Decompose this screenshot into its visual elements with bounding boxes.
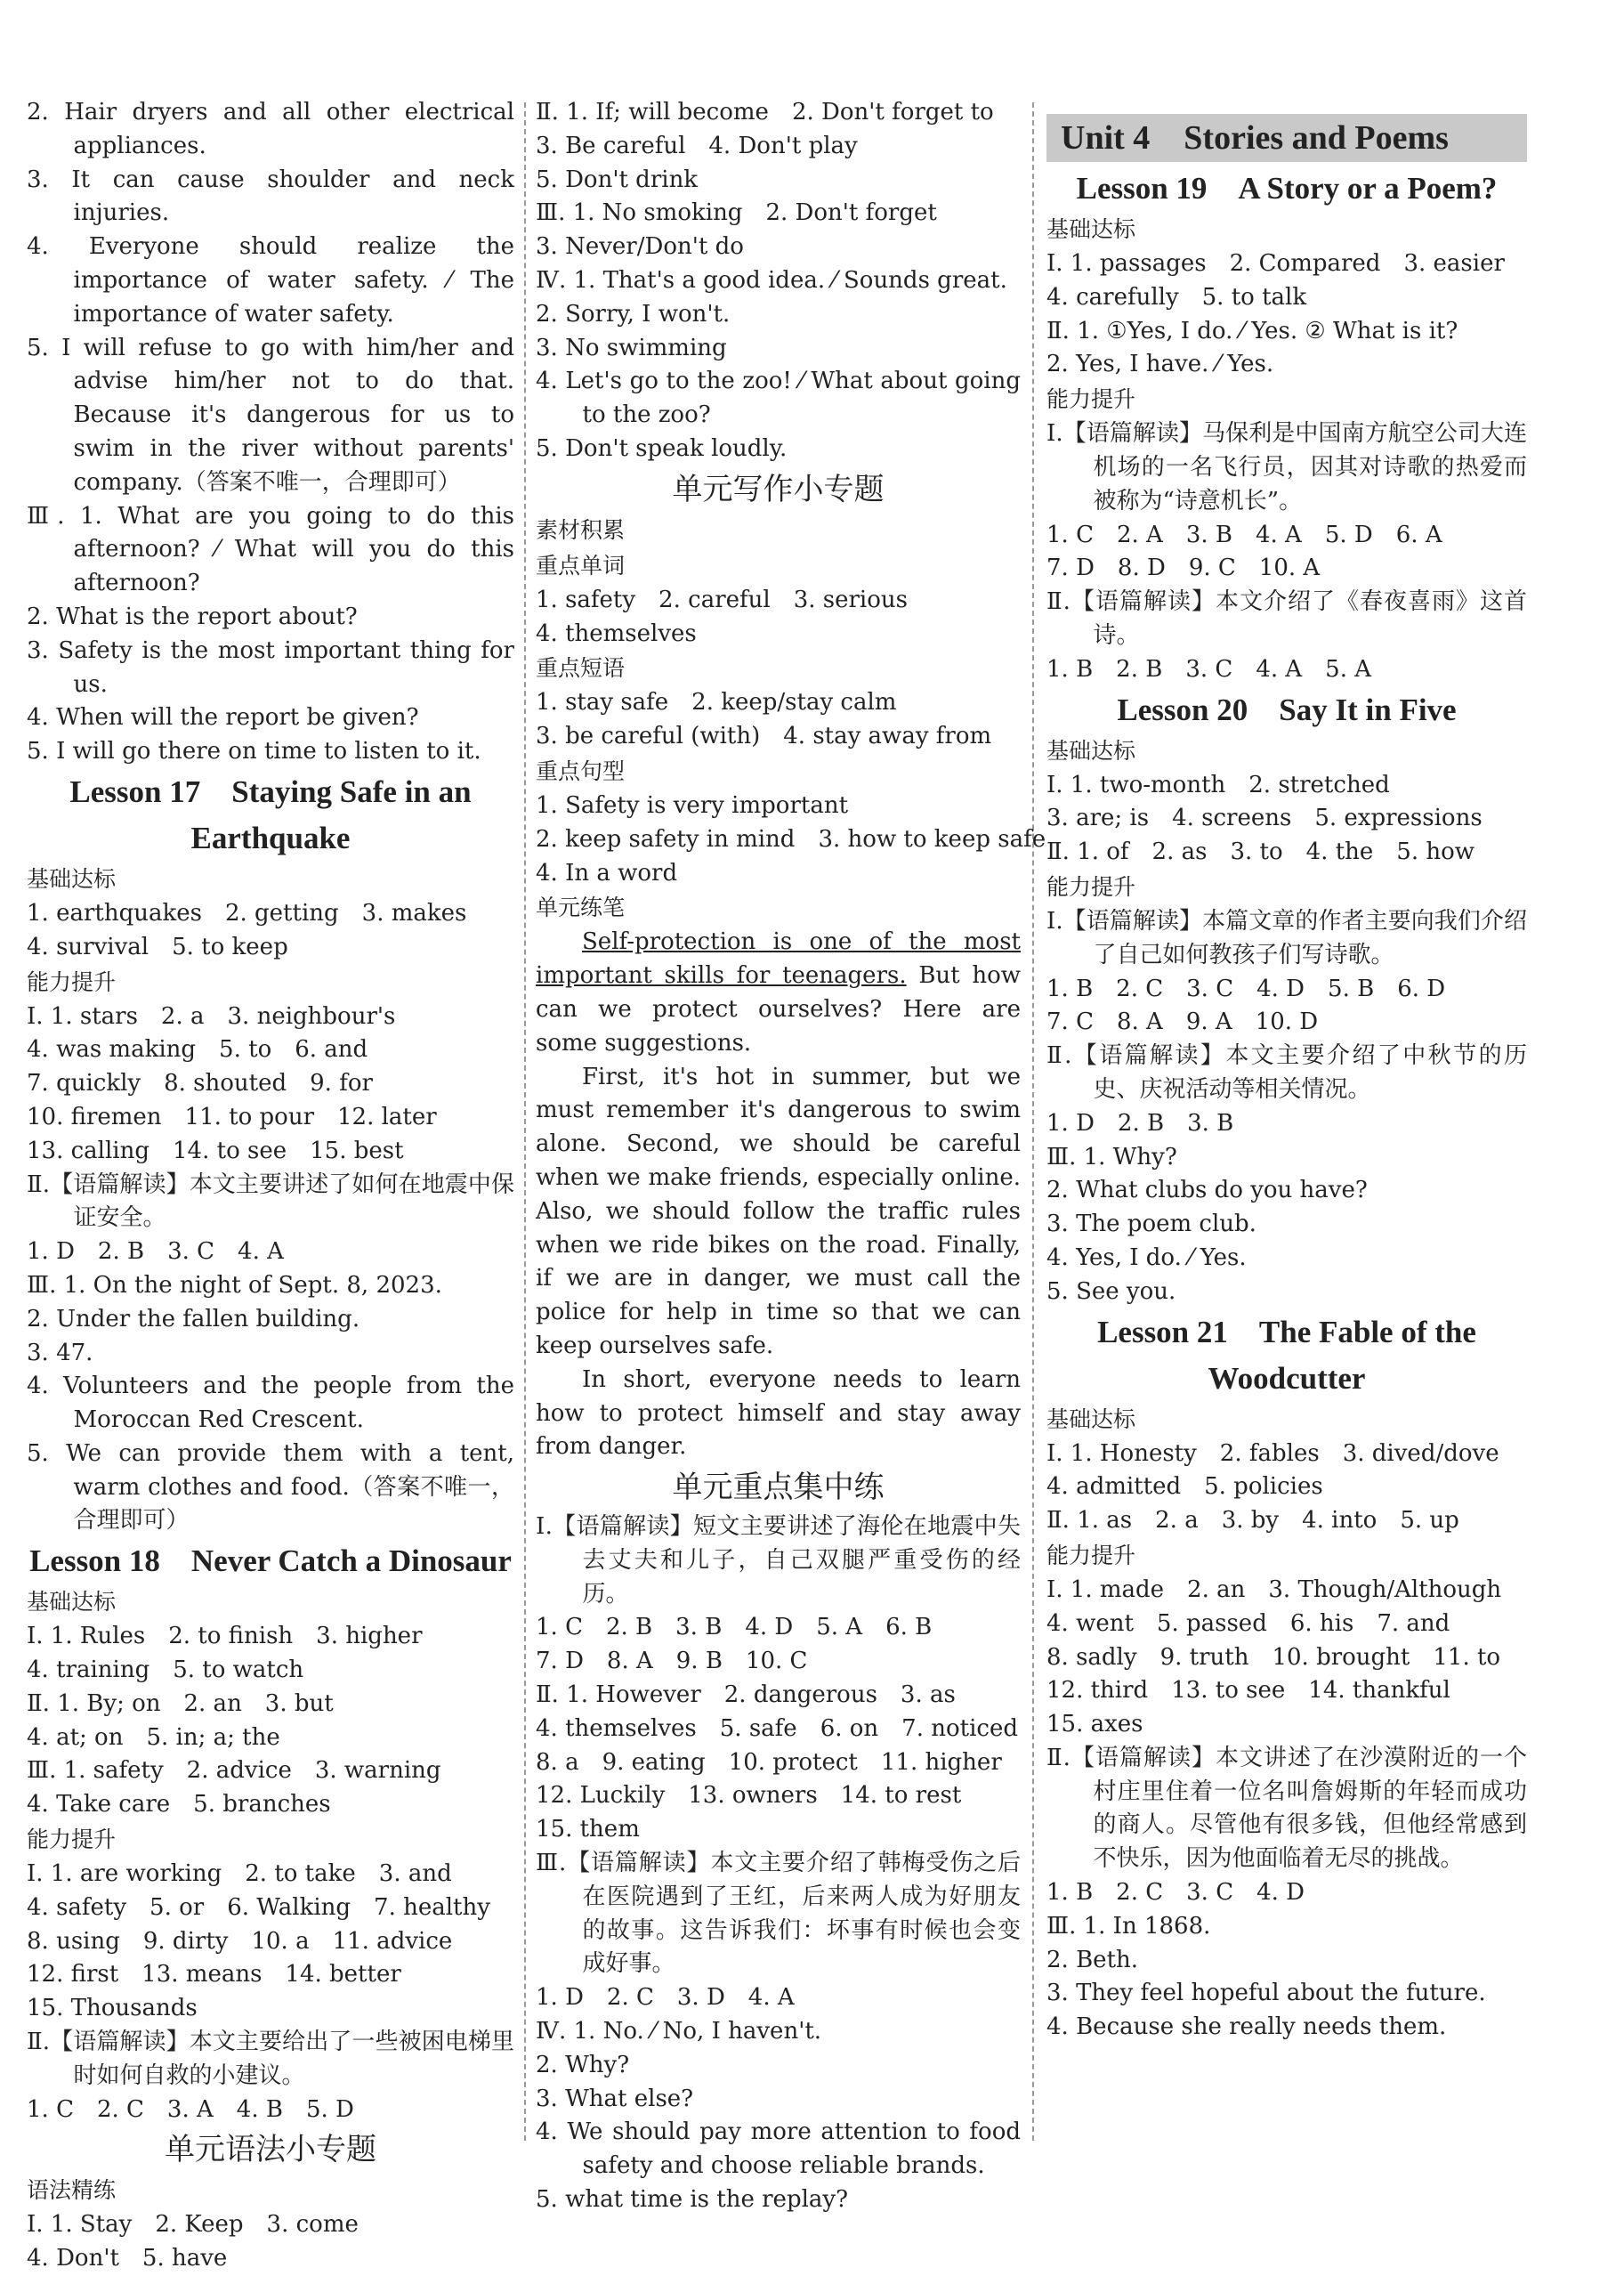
answer-line: 4. Take care 5. branches: [27, 1791, 331, 1818]
answer-line: 4. In a word: [536, 859, 678, 887]
answer-line: 4. survival 5. to keep: [27, 933, 288, 960]
answer-line: 10. firemen 11. to pour 12. later: [27, 1103, 437, 1130]
underlined-topic-sentence: Self-protection is one of the most important skills for teenagers.: [536, 928, 1021, 990]
section-heading: 基础达标: [1046, 737, 1136, 764]
essay-opening: [536, 926, 1021, 1060]
answer-item: 2. Why?: [536, 2051, 630, 2078]
topic-title: 单元写作小专题: [672, 471, 885, 507]
answer-line: Ⅰ. 1. two-month 2. stretched: [1046, 771, 1390, 798]
answer-item: 3. Safety is the most important thing for us.: [27, 636, 514, 698]
answer-line: 15. them: [536, 1816, 640, 1843]
answer-item: Ⅱ.【语篇解读】本文主要给出了一些被困电梯里时如何自救的小建议。: [27, 2029, 514, 2089]
answer-item: 3. 47.: [27, 1339, 93, 1366]
answer-line: 4. Don't 5. have: [27, 2245, 228, 2272]
answer-item: 4. Yes, I do. ⁄ Yes.: [1046, 1243, 1247, 1271]
answer-item: 2. Hair dryers and all other electrical appliances.: [27, 99, 514, 159]
section-heading: 单元练笔: [536, 895, 626, 921]
section-heading: 基础达标: [1046, 1405, 1136, 1432]
answer-line: Ⅱ. 1. of 2. as 3. to 4. the 5. how: [1046, 838, 1475, 866]
section-heading: 语法精练: [27, 2177, 117, 2204]
answer-item: Ⅱ.【语篇解读】本文主要讲述了如何在地震中保证安全。: [27, 1170, 514, 1232]
answer-item: Ⅲ. 1. On the night of Sept. 8, 2023.: [27, 1271, 442, 1299]
section-heading: 能力提升: [27, 1826, 117, 1853]
answer-line: Ⅱ. 1. as 2. a 3. by 4. into 5. up: [1046, 1507, 1459, 1535]
section-heading: 重点单词: [536, 552, 626, 579]
answer-line: Ⅳ. 1. That's a good idea. ⁄ Sounds great.: [536, 266, 1007, 294]
answer-item: Ⅰ.【语篇解读】本篇文章的作者主要向我们介绍了自己如何教孩子们写诗歌。: [1046, 907, 1527, 968]
answer-line: 4. carefully 5. to talk: [1046, 283, 1307, 311]
answer-line: 4. themselves 5. safe 6. on 7. noticed: [536, 1714, 1018, 1742]
answer-line: 3. are; is 4. screens 5. expressions: [1046, 805, 1483, 832]
answer-line: Ⅰ. 1. stars 2. a 3. neighbour's: [27, 1002, 396, 1030]
answer-line: 8. sadly 9. truth 10. brought 11. to: [1046, 1643, 1501, 1671]
answer-line: 4. went 5. passed 6. his 7. and: [1046, 1609, 1450, 1637]
answer-item: Ⅰ.【语篇解读】短文主要讲述了海伦在地震中失去丈夫和儿子，自己双腿严重受伤的经历。: [536, 1513, 1021, 1608]
answer-column-3: [1046, 96, 1527, 2045]
answer-line: 1. D 2. B 3. B: [1046, 1109, 1234, 1137]
answer-line: 4. was making 5. to 6. and: [27, 1036, 368, 1064]
answer-line: 7. C 8. A 9. A 10. D: [1046, 1008, 1319, 1036]
section-heading: 基础达标: [1046, 216, 1136, 242]
section-heading: 素材积累: [536, 516, 626, 543]
answer-line: Ⅰ. 1. passages 2. Compared 3. easier: [1046, 250, 1505, 277]
answer-item: 4. When will the report be given?: [27, 704, 419, 732]
answer-item: 4. Let's go to the zoo! ⁄ What about going to the zoo?: [536, 368, 1021, 429]
answer-item: Ⅲ. 1. What are you going to do this afternoon? ⁄ What will you do this afternoon?: [27, 502, 514, 597]
answer-line: 1. safety 2. careful 3. serious: [536, 586, 908, 613]
answer-line: 4. at; on 5. in; a; the: [27, 1723, 280, 1751]
answer-line: 3. be careful (with) 4. stay away from: [536, 723, 992, 750]
answer-item: 2. Sorry, I won't.: [536, 300, 731, 328]
answer-line: 7. D 8. A 9. B 10. C: [536, 1648, 808, 1675]
answer-line: Ⅰ. 1. Honesty 2. fables 3. dived/dove: [1046, 1439, 1499, 1467]
answer-line: 2. Yes, I have. ⁄ Yes.: [1046, 351, 1274, 378]
answer-line: Ⅲ. 1. No smoking 2. Don't forget: [536, 199, 937, 227]
answer-line: 1. B 2. C 3. C 4. D 5. B 6. D: [1046, 975, 1446, 1002]
answer-item: 2. What is the report about?: [27, 603, 358, 630]
answer-item: 5. See you.: [1046, 1277, 1176, 1305]
answer-line: Ⅰ. 1. are working 2. to take 3. and: [27, 1860, 452, 1888]
answer-line: Ⅰ. 1. made 2. an 3. Though/Although: [1046, 1575, 1502, 1603]
answer-line: 4. safety 5. or 6. Walking 7. healthy: [27, 1893, 490, 1921]
answer-line: 5. Don't drink: [536, 166, 699, 193]
answer-item: Ⅰ.【语篇解读】马保利是中国南方航空公司大连机场的一名飞行员，因其对诗歌的热爱而被称为“诗意机长”。: [1046, 420, 1527, 514]
answer-item: 4. Volunteers and the people from the Moroccan Red Crescent.: [27, 1373, 514, 1434]
answer-line: 1. stay safe 2. keep/stay calm: [536, 689, 897, 717]
section-heading: 重点句型: [536, 757, 626, 784]
answer-line: 7. quickly 8. shouted 9. for: [27, 1070, 373, 1098]
answer-line: Ⅱ. 1. By; on 2. an 3. but: [27, 1689, 334, 1717]
section-heading: 能力提升: [1046, 1542, 1136, 1568]
column-divider: [524, 102, 526, 2141]
answer-item: 5. Don't speak loudly.: [536, 434, 788, 462]
answer-line: 7. D 8. D 9. C 10. A: [1046, 555, 1321, 582]
section-heading: 能力提升: [27, 968, 117, 995]
answer-line: 2. keep safety in mind 3. how to keep safe: [536, 825, 1046, 853]
answer-item: Ⅲ. 1. In 1868.: [1046, 1912, 1211, 1940]
answer-line: 1. C 2. C 3. A 4. B 5. D: [27, 2095, 354, 2123]
answer-item: 3. No swimming: [536, 334, 727, 361]
answer-item: 5. We can provide them with a tent, warm clothes and food.（答案不唯一，合理即可）: [27, 1439, 514, 1535]
answer-line: Ⅱ. 1. ①Yes, I do. ⁄ Yes. ② What is it?: [1046, 317, 1458, 344]
answer-item: 3. The poem club.: [1046, 1211, 1256, 1238]
answer-item: 5. what time is the replay?: [536, 2186, 849, 2214]
lesson-title: Lesson 17 Staying Safe in an Earthquake: [69, 774, 472, 855]
answer-line: 1. D 2. C 3. D 4. A: [536, 1984, 795, 2012]
essay-paragraph: First, it's hot in summer, but we must remember it's dangerous to swim alone. Second, we should be careful when we make friends, especially online. Also, we should follow the traffic rules when we ride bikes on the road. Finally, if we are in danger, we must call the police for help in time so that we can keep ourselves safe.: [536, 1063, 1021, 1359]
answer-item: 4. Everyone should realize the importance of water safety. ⁄ The importance of water safety.: [27, 233, 514, 328]
section-heading: 基础达标: [27, 1589, 117, 1616]
answer-line: Ⅱ. 1. If; will become 2. Don't forget to: [536, 99, 994, 126]
answer-line: 4. admitted 5. policies: [1046, 1473, 1323, 1501]
answer-item: Ⅱ.【语篇解读】本文主要介绍了中秋节的历史、庆祝活动等相关情况。: [1046, 1042, 1527, 1103]
answer-line: 1. B 2. B 3. C 4. A 5. A: [1046, 655, 1372, 683]
answer-line: 4. training 5. to watch: [27, 1656, 304, 1684]
answer-line: 13. calling 14. to see 15. best: [27, 1137, 404, 1164]
answer-item: Ⅳ. 1. No. ⁄ No, I haven't.: [536, 2018, 822, 2045]
answer-line: 3. Be careful 4. Don't play: [536, 132, 858, 159]
answer-line: 3. Never/Don't do: [536, 233, 744, 261]
topic-title: 单元语法小专题: [165, 2132, 376, 2168]
answer-line: 15. axes: [1046, 1711, 1143, 1738]
section-heading: 基础达标: [27, 865, 117, 892]
answer-line: 1. C 2. A 3. B 4. A 5. D 6. A: [1046, 521, 1442, 548]
answer-item: Ⅲ. 1. Why?: [1046, 1143, 1177, 1170]
answer-line: 4. themselves: [536, 620, 697, 647]
lesson-title: Lesson 21 The Fable of the Woodcutter: [1097, 1314, 1476, 1396]
answer-line: Ⅰ. 1. Stay 2. Keep 3. come: [27, 2211, 359, 2239]
lesson-title: Lesson 20 Say It in Five: [1117, 692, 1457, 727]
answer-line: 1. earthquakes 2. getting 3. makes: [27, 899, 467, 927]
answer-line: 8. a 9. eating 10. protect 11. higher: [536, 1748, 1002, 1776]
answer-item: 5. I will go there on time to listen to it.: [27, 738, 481, 765]
answer-item: Ⅱ.【语篇解读】本文讲述了在沙漠附近的一个村庄里住着一位名叫詹姆斯的年轻而成功的商人。尽管他有很多钱，但他经常感到不快乐，因为他面临着无尽的挑战。: [1046, 1744, 1527, 1873]
answer-column-2: [536, 96, 1046, 2217]
answer-item: 3. What else?: [536, 2085, 694, 2112]
column-divider: [1032, 102, 1034, 2141]
answer-line: 8. using 9. dirty 10. a 11. advice: [27, 1927, 453, 1955]
answer-line: 1. Safety is very important: [536, 791, 849, 819]
answer-line: 12. first 13. means 14. better: [27, 1961, 401, 1988]
answer-line: Ⅲ. 1. safety 2. advice 3. warning: [27, 1757, 441, 1785]
topic-title: 单元重点集中练: [672, 1470, 885, 1506]
section-heading: 能力提升: [1046, 873, 1136, 900]
answer-column-1: [27, 96, 514, 2276]
essay-paragraph: In short, everyone needs to learn how to protect himself and stay away from danger.: [536, 1365, 1021, 1461]
answer-item: 2. Beth.: [1046, 1946, 1139, 1973]
section-heading: 重点短语: [536, 655, 626, 682]
answer-item: Ⅲ.【语篇解读】本文主要介绍了韩梅受伤之后在医院遇到了王红，后来两人成为好朋友的故事。这告诉我们：坏事有时候也会变成好事。: [536, 1850, 1021, 1978]
answer-item: 2. What clubs do you have?: [1046, 1177, 1368, 1204]
answer-item: 4. Because she really needs them.: [1046, 2013, 1447, 2041]
answer-item: 4. We should pay more attention to food safety and choose reliable brands.: [536, 2118, 1021, 2180]
answer-line: 12. third 13. to see 14. thankful: [1046, 1677, 1450, 1705]
lesson-title: Lesson 19 A Story or a Poem?: [1076, 171, 1498, 206]
essay-opening-rest: But how can we protect ourselves? Here are some suggestions.: [536, 962, 1021, 1057]
answer-line: 15. Thousands: [27, 1995, 198, 2022]
answer-item: 2. Under the fallen building.: [27, 1305, 360, 1332]
answer-line: Ⅰ. 1. Rules 2. to finish 3. higher: [27, 1623, 423, 1650]
answer-line: Ⅱ. 1. However 2. dangerous 3. as: [536, 1681, 956, 1709]
lesson-title: Lesson 18 Never Catch a Dinosaur: [29, 1543, 512, 1579]
answer-line: 12. Luckily 13. owners 14. to rest: [536, 1782, 962, 1810]
answer-line: 1. C 2. B 3. B 4. D 5. A 6. B: [536, 1614, 933, 1641]
unit-title: Unit 4 Stories and Poems: [1046, 114, 1527, 162]
answer-item: 3. They feel hopeful about the future.: [1046, 1980, 1486, 2007]
answer-item: Ⅱ.【语篇解读】本文介绍了《春夜喜雨》这首诗。: [1046, 588, 1527, 649]
answer-item: 3. It can cause shoulder and neck injuries.: [27, 166, 514, 227]
answer-line: 1. B 2. C 3. C 4. D: [1046, 1879, 1305, 1907]
section-heading: 能力提升: [1046, 386, 1136, 413]
answer-item: 5. I will refuse to go with him/her and advise him/her not to do that. Because it's dangerous for us to swim in the river without parents' company.（答案不唯一，合理即可）: [27, 334, 514, 496]
answer-line: 1. D 2. B 3. C 4. A: [27, 1238, 284, 1266]
